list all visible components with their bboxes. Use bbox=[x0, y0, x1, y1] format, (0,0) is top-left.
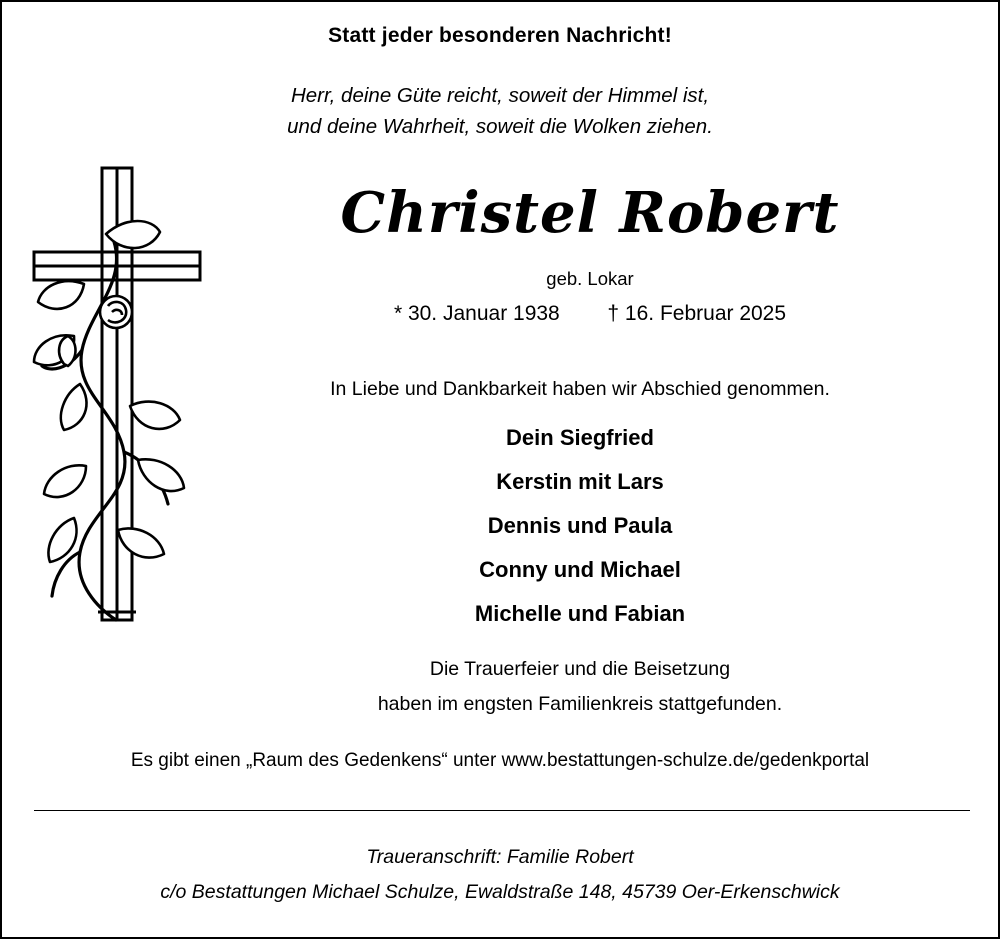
list-item: Kerstin mit Lars bbox=[496, 469, 664, 494]
address-line-2: c/o Bestattungen Michael Schulze, Ewaldstraße 148, 45739 Oer-Erkenschwick bbox=[160, 881, 840, 903]
list-item: Michelle und Fabian bbox=[474, 601, 686, 626]
verse-line-2: und deine Wahrheit, soweit die Wolken ziehen. bbox=[287, 115, 713, 138]
birth-date: * 30. Januar 1938 bbox=[393, 302, 560, 325]
memorial-portal-text: Es gibt einen „Raum des Gedenkens“ unter www.bestattungen-schulze.de/gedenkportal bbox=[130, 750, 870, 771]
life-dates bbox=[182, 302, 998, 326]
funeral-line-1: Die Trauerfeier und die Beisetzung bbox=[429, 658, 731, 680]
death-date: † 16. Februar 2025 bbox=[607, 302, 787, 325]
list-item: Dennis und Paula bbox=[487, 513, 673, 538]
deceased-name: Christel Robert bbox=[340, 180, 840, 246]
mourners-list bbox=[162, 416, 998, 636]
address-line-1: Traueranschrift: Familie Robert bbox=[366, 846, 634, 868]
list-item: Conny und Michael bbox=[479, 557, 681, 582]
intro-text: In Liebe und Dankbarkeit haben wir Abschied genommen. bbox=[330, 378, 830, 400]
divider bbox=[34, 810, 970, 811]
verse-block bbox=[2, 80, 998, 142]
funeral-line-2: haben im engsten Familienkreis stattgefunden. bbox=[377, 693, 783, 715]
maiden-name: geb. Lokar bbox=[546, 268, 634, 289]
verse-line-1: Herr, deine Güte reicht, soweit der Himmel ist, bbox=[290, 84, 710, 107]
mourning-address bbox=[12, 840, 988, 910]
notice-inner bbox=[2, 2, 998, 937]
list-item: Dein Siegfried bbox=[506, 425, 654, 450]
funeral-info bbox=[162, 652, 998, 722]
headline: Statt jeder besonderen Nachricht! bbox=[328, 24, 672, 47]
